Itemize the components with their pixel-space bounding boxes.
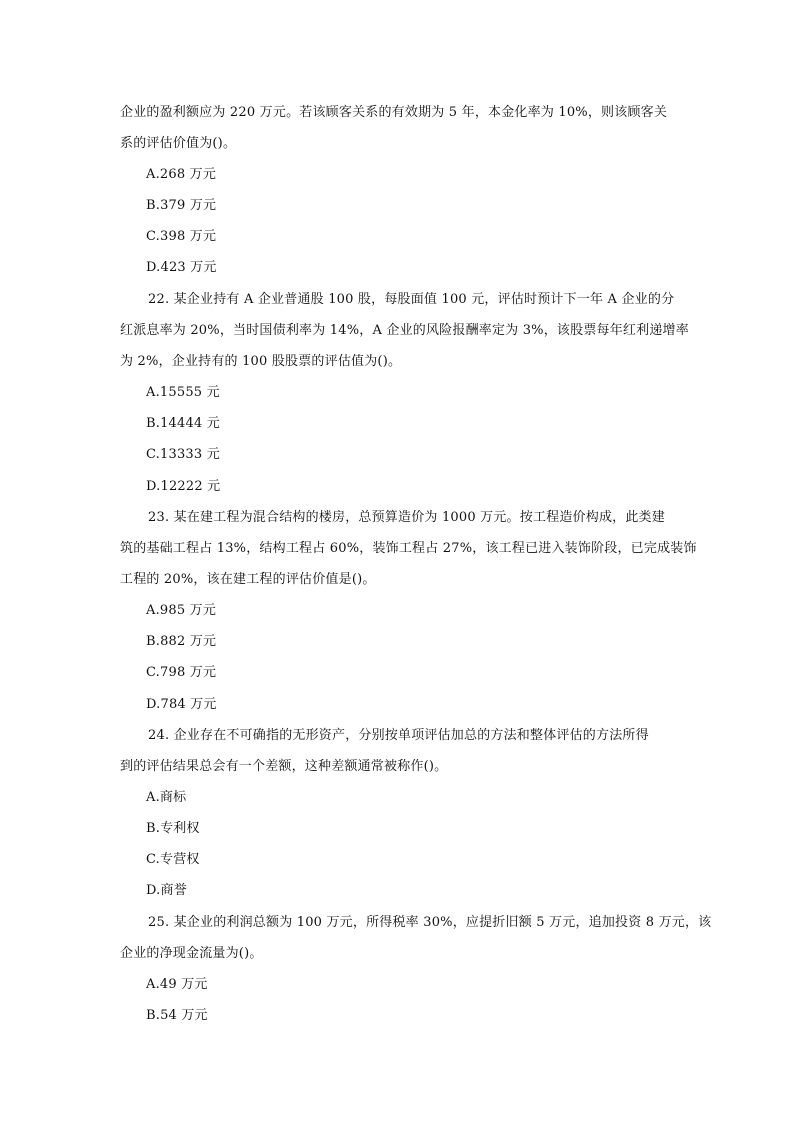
question-24-text: 24. 企业存在不可确指的无形资产，分别按单项评估加总的方法和整体评估的方法所得 (148, 728, 649, 743)
question-24-text: 到的评估结果总会有一个差额，这种差额通常被称作()。 (120, 759, 448, 774)
answer-option-c: C.798 万元 (146, 665, 217, 680)
question-25-text: 25. 某企业的利润总额为 100 万元，所得税率 30%，应提折旧额 5 万元，追加投资 8 万元，该 (148, 915, 712, 930)
answer-option-b: B.14444 元 (146, 416, 220, 431)
answer-option-a: A.268 万元 (146, 167, 217, 182)
answer-option-c: C.13333 元 (146, 447, 220, 462)
answer-option-c: C.398 万元 (146, 229, 217, 244)
question-23-text: 筑的基础工程占 13%，结构工程占 60%，装饰工程占 27%，该工程已进入装饰阶段，已完成装饰 (120, 541, 697, 556)
answer-option-d: D.12222 元 (146, 479, 221, 494)
answer-option-b: B.882 万元 (146, 634, 217, 649)
answer-option-a: A.15555 元 (146, 385, 220, 400)
question-23-text: 23. 某在建工程为混合结构的楼房，总预算造价为 1000 万元。按工程造价构成，此类建 (148, 510, 665, 525)
question-22-text: 为 2%，企业持有的 100 股股票的评估值为()。 (120, 354, 402, 369)
answer-option-c: C.专营权 (146, 852, 200, 867)
answer-option-b: B.379 万元 (146, 198, 217, 213)
answer-option-a: A.商标 (146, 790, 187, 805)
answer-option-d: D.423 万元 (146, 260, 217, 275)
answer-option-d: D.商誉 (146, 883, 187, 898)
answer-option-b: B.54 万元 (146, 1008, 208, 1023)
answer-option-a: A.49 万元 (146, 977, 208, 992)
answer-option-a: A.985 万元 (146, 603, 217, 618)
question-25-text: 企业的净现金流量为()。 (120, 946, 263, 961)
answer-option-b: B.专利权 (146, 821, 200, 836)
answer-option-d: D.784 万元 (146, 697, 217, 712)
question-22-text: 22. 某企业持有 A 企业普通股 100 股，每股面值 100 元，评估时预计下一年 A 企业的分 (148, 292, 675, 307)
question-22-text: 红派息率为 20%，当时国债利率为 14%，A 企业的风险报酬率定为 3%，该股票每年红利递增率 (120, 323, 689, 338)
question-text-line: 企业的盈利额应为 220 万元。若该顾客关系的有效期为 5 年，本金化率为 10%，则该顾客关 (120, 105, 668, 120)
question-23-text: 工程的 20%，该在建工程的评估价值是()。 (120, 572, 376, 587)
question-text-line: 系的评估价值为()。 (120, 136, 237, 151)
